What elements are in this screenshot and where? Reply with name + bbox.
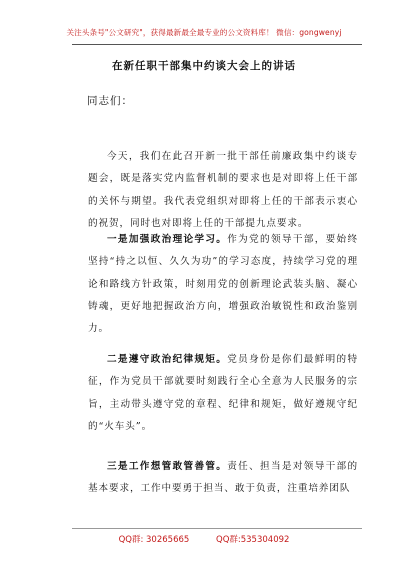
footer-contact bbox=[0, 533, 408, 545]
salutation: 同志们： bbox=[87, 95, 133, 107]
header-promo-note: 关注头条号"公文研究"，获得最新最全最专业的公文资料库！ 微信：gongwenyj bbox=[66, 28, 342, 37]
footer-qq-group-2: QQ群:535304092 bbox=[216, 535, 290, 545]
paragraph-lead: 三是工作想管敢管善管。 bbox=[107, 461, 228, 472]
paragraph-text: 责任、担当是对领导干部的基本要求，工作中要勇于担当、敢于负责，注重培养团队 bbox=[88, 461, 358, 495]
paragraph-text: 今天，我们在此召开新一批干部任前廉政集中约谈专题会，既是落实党内监督机制的要求也是对即将上任干部的关怀与期望。我代表党组织对即将上任的干部表示衷心的祝贺，同时也对即将上任的干部提九点要求。 bbox=[88, 151, 358, 229]
footer-qq-group-1: QQ群: 30265665 bbox=[118, 535, 190, 545]
paragraph-1 bbox=[88, 146, 358, 235]
paragraph-lead: 二是遵守政治纪律规矩。 bbox=[107, 354, 228, 365]
header-divider bbox=[72, 44, 362, 45]
paragraph-text: 作为党的领导干部，要始终坚持“持之以恒、久久为功”的学习态度，持续学习党的理论和路线方针政策，时刻用党的创新理论武装头脑、凝心铸魂，更好地把握政治方向，增强政治敏锐性和政治鉴别力。 bbox=[88, 234, 358, 335]
paragraph-3 bbox=[88, 349, 358, 438]
paragraph-lead: 一是加强政治理论学习。 bbox=[107, 234, 228, 245]
document-title: 在新任职干部集中约谈大会上的讲话 bbox=[112, 60, 296, 72]
paragraph-4 bbox=[88, 456, 358, 501]
paragraph-text: 党员身份是你们最鲜明的特征，作为党员干部就要时刻践行全心全意为人民服务的宗旨，主动带头遵守党的章程、纪律和规矩，做好遵规守纪的“火车头”。 bbox=[88, 354, 358, 432]
footer-divider bbox=[72, 528, 362, 529]
paragraph-2 bbox=[88, 229, 358, 340]
